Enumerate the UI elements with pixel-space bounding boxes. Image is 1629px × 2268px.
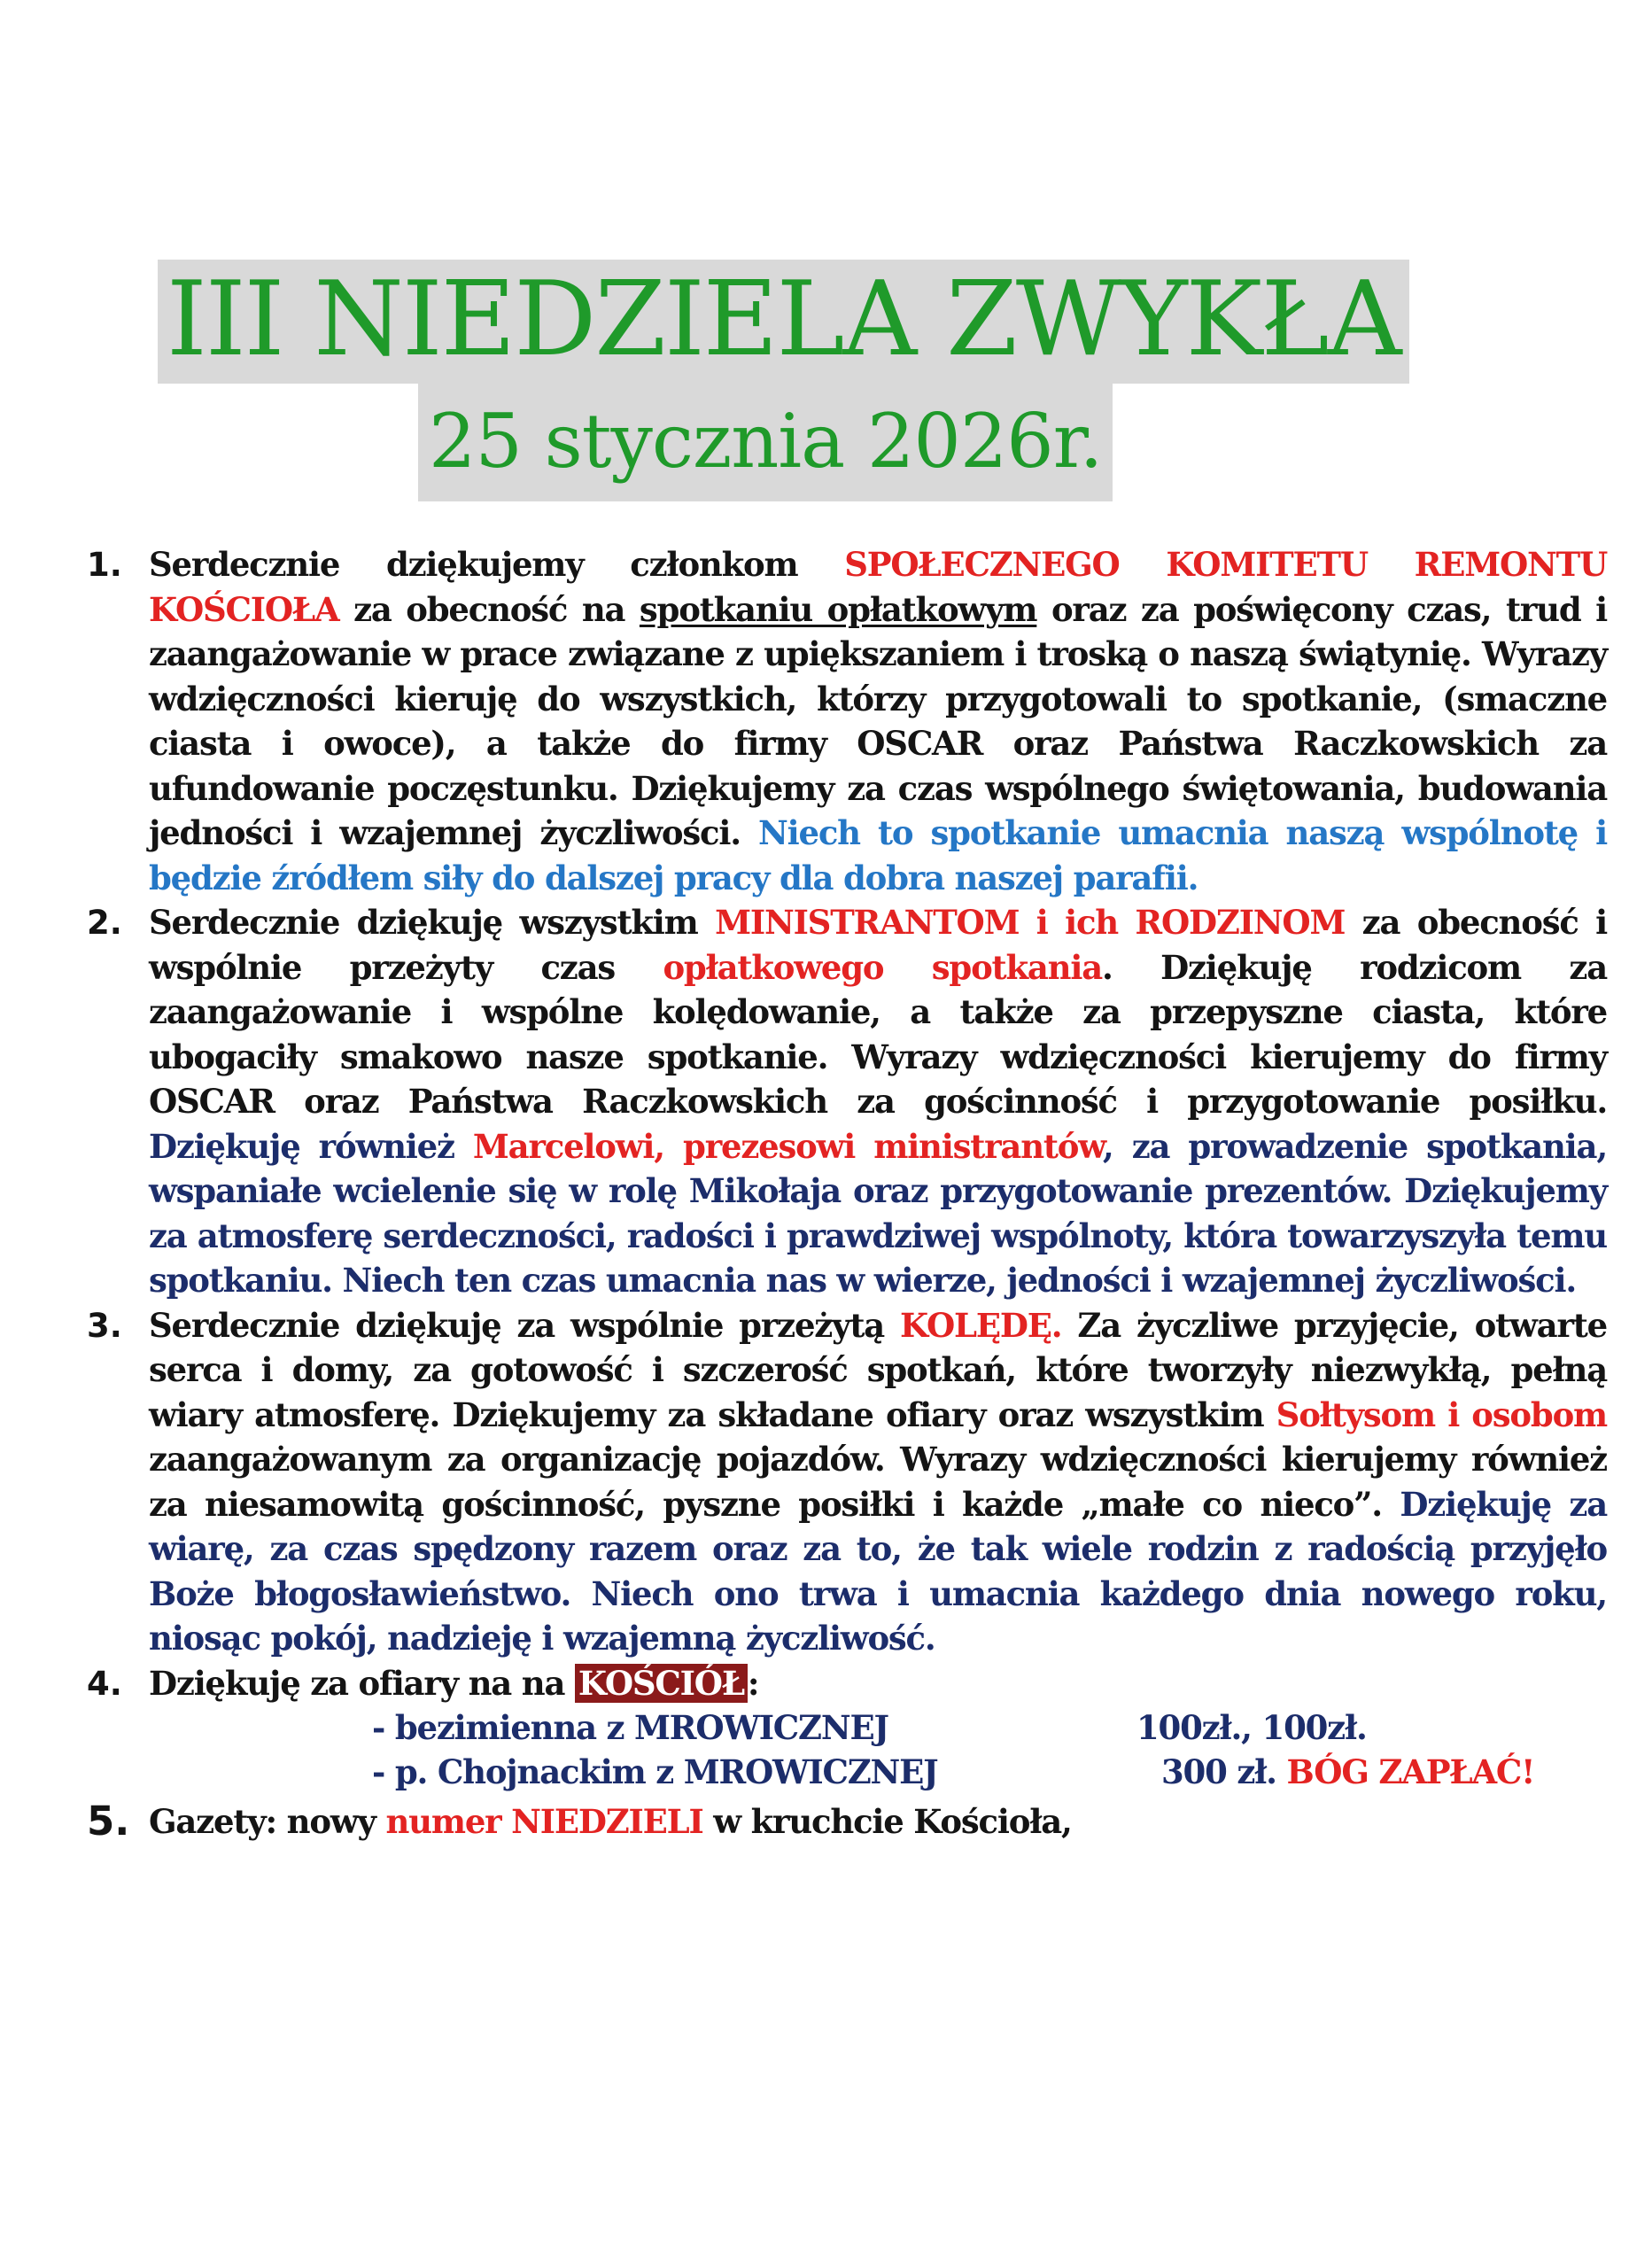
- highlight-navy: Dziękuję również: [149, 1126, 473, 1166]
- highlight-red: SPOŁECZNEGO KOMITETU REMONTU KOŚCIOŁA: [149, 545, 1608, 629]
- item-text: [149, 542, 1607, 900]
- text-segment: Dziękuję za ofiary na na: [149, 1663, 575, 1703]
- item-number: 3.: [87, 1306, 122, 1345]
- highlight-red: KOLĘDĘ.: [900, 1305, 1062, 1345]
- offering-amount: 100zł., 100zł.: [1136, 1708, 1367, 1747]
- item-number: 1.: [87, 546, 122, 584]
- text-segment: :: [747, 1663, 759, 1703]
- offering-donor: - bezimienna z MROWICZNEJ: [372, 1708, 888, 1747]
- offering-thanks: BÓG ZAPŁAĆ!: [1286, 1752, 1535, 1791]
- text-segment: Serdecznie dziękujemy członkom: [149, 545, 845, 584]
- underlined-text: spotkaniu opłatkowym: [639, 589, 1037, 629]
- page-date: 25 stycznia 2026r.: [418, 381, 1113, 501]
- highlight-box: KOŚCIÓŁ: [575, 1664, 748, 1703]
- text-segment: za obecność i wspólnie przeżyty czas: [149, 903, 1607, 987]
- offering-donor: - p. Chojnackim z MROWICZNEJ: [372, 1752, 938, 1791]
- highlight-blue: Niech to spotkanie umacnia naszą wspólnotę i będzie źródłem siły do dalszej pracy dla dobra naszej parafii.: [149, 813, 1607, 897]
- list-item-1: [87, 542, 1607, 900]
- list-item-5: [87, 1799, 1607, 1845]
- highlight-red: Marcelowi, prezesowi ministrantów: [472, 1126, 1103, 1166]
- list-item-4: [87, 1661, 1607, 1706]
- list-item-2: [87, 900, 1607, 1303]
- page-title: III NIEDZIELA ZWYKŁA: [158, 260, 1409, 384]
- page-title-block: [158, 260, 1409, 379]
- highlight-red: Sołtysom i osobom: [1276, 1394, 1607, 1434]
- item-text: [149, 1661, 1607, 1706]
- item-text: [149, 900, 1607, 1303]
- offering-row: [87, 1705, 1607, 1750]
- highlight-navy: Dziękuję za wiarę, za czas spędzony razem oraz za to, że tak wiele rodzin z radością przyjęło Boże błogosławieństwo. Niech ono trwa i umacnia każdego dnia nowego roku, niosąc pokój, nadzieję i wzajemną życzliwość.: [149, 1484, 1607, 1658]
- item-number: 5.: [87, 1798, 130, 1845]
- offering-amount-line: [1161, 1750, 1534, 1794]
- item-number: 4.: [87, 1664, 122, 1703]
- highlight-red: numer NIEDZIELI: [385, 1802, 703, 1841]
- text-segment: Serdecznie dziękuję wszystkim: [149, 903, 716, 942]
- offering-amount: 300 zł.: [1161, 1752, 1287, 1791]
- text-segment: Serdecznie dziękuję za wspólnie przeżytą: [149, 1305, 901, 1345]
- item-text: [149, 1799, 1607, 1845]
- announcements-list: [87, 542, 1607, 1845]
- highlight-red: opłatkowego spotkania: [663, 947, 1102, 987]
- highlight-red: MINISTRANTOM i ich RODZINOM: [715, 903, 1346, 942]
- text-segment: Gazety: nowy: [149, 1802, 386, 1841]
- text-segment: Za życzliwe przyjęcie, otwarte serca i domy, za gotowość i szczerość spotkań, które tworzyły niezwykłą, pełną wiary atmosferę. Dziękujemy za składane ofiary oraz wszystkim: [149, 1305, 1607, 1434]
- text-segment: za obecność na: [338, 589, 640, 629]
- item-number: 2.: [87, 904, 122, 942]
- text-segment: oraz za poświęcony czas, trud i zaangażowanie w prace związane z upiększaniem i troską o naszą świątynię. Wyrazy wdzięczności kieruję do wszystkich, którzy przygotowali to spotkanie, (smaczne ciasta i owoce), a także do firmy OSCAR oraz Państwa Raczkowskich za ufundowanie poczęstunku. Dziękujemy za czas wspólnego świętowania, budowania jedności i wzajemnej życzliwości.: [149, 589, 1607, 852]
- text-segment: . Dziękuję rodzicom za zaangażowanie i wspólne kolędowanie, a także za przepyszne ciasta, które ubogaciły smakowo nasze spotkanie. Wyrazy wdzięczności kierujemy do firmy OSCAR oraz Państwa Raczkowskich za gościnność i przygotowanie posiłku.: [149, 947, 1607, 1121]
- list-item-3: [87, 1303, 1607, 1661]
- item-text: [149, 1303, 1607, 1661]
- text-segment: w kruchcie Kościoła,: [702, 1802, 1072, 1841]
- text-segment: zaangażowanym za organizację pojazdów. Wyrazy wdzięczności kierujemy również za niesamowitą gościnność, pyszne posiłki i każde „małe co nieco”.: [149, 1440, 1607, 1524]
- offering-row: [87, 1750, 1607, 1794]
- highlight-navy: , za prowadzenie spotkania, wspaniałe wcielenie się w rolę Mikołaja oraz przygotowanie prezentów. Dziękujemy za atmosferę serdeczności, radości i prawdziwej wspólnoty, która towarzyszyła temu spotkaniu. Niech ten czas umacnia nas w wierze, jedności i wzajemnej życzliwości.: [149, 1126, 1607, 1300]
